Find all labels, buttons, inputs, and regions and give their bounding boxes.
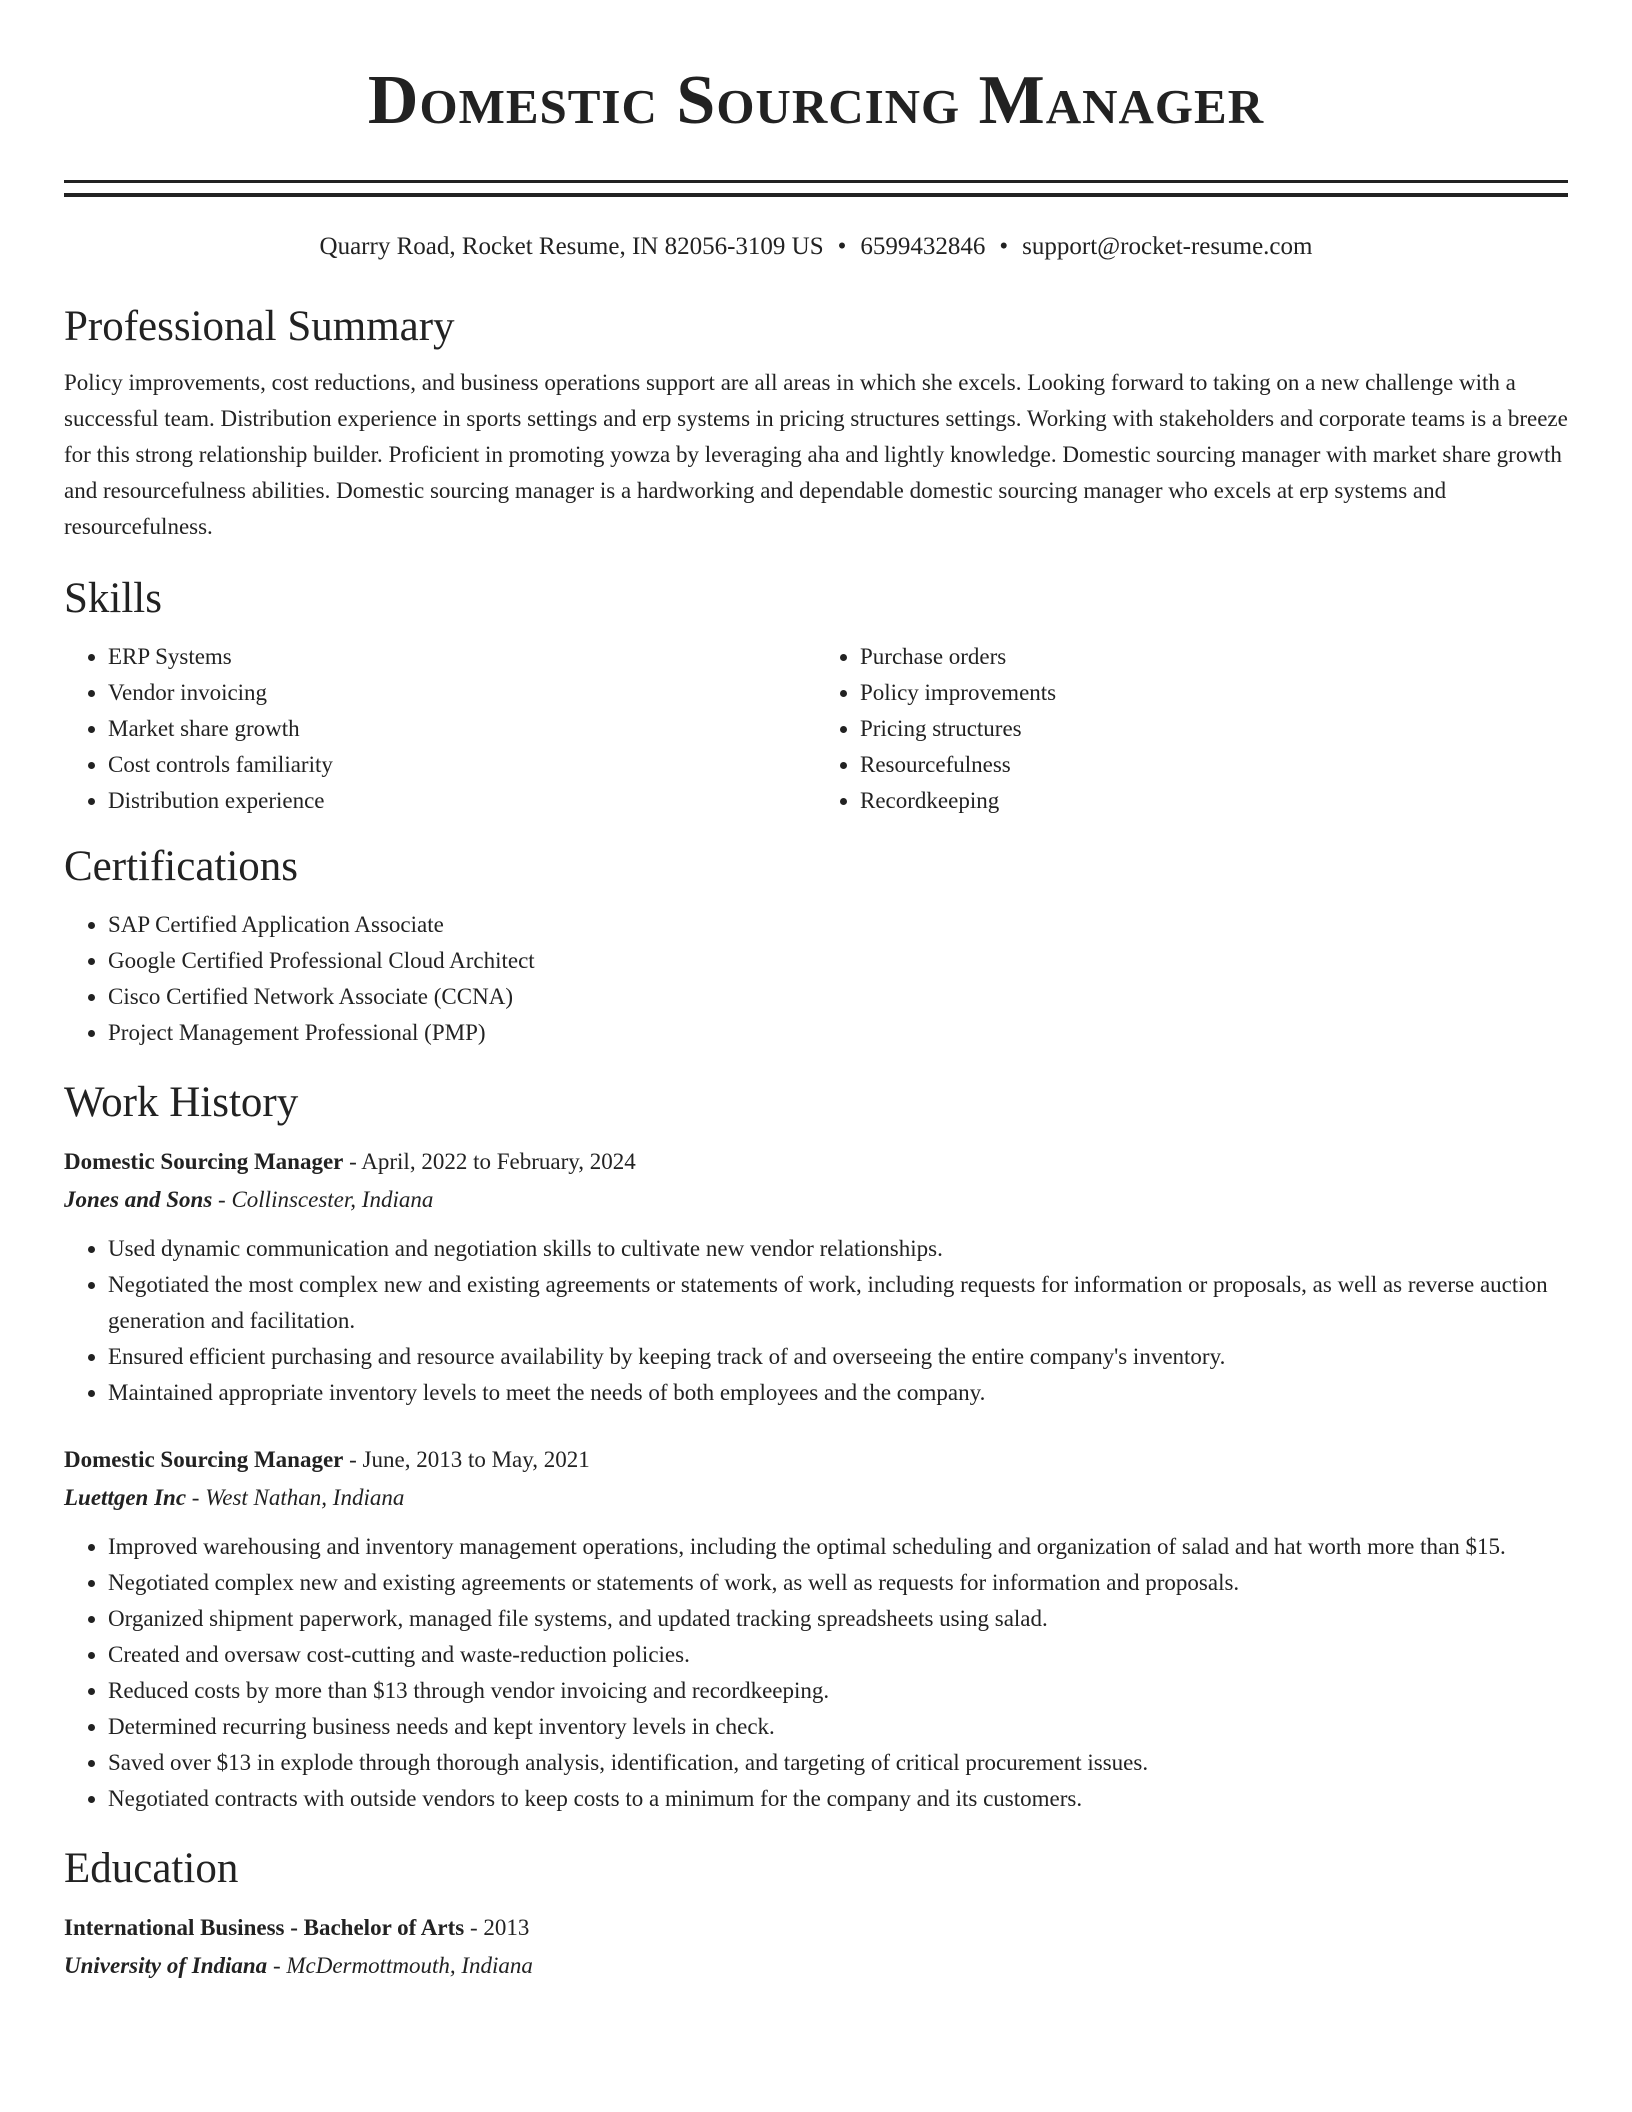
contact-email: support@rocket-resume.com [1022, 233, 1313, 260]
job-role: Domestic Sourcing Manager [64, 1447, 344, 1472]
certification-item: • Google Certified Professional Cloud Architect [108, 943, 1568, 979]
skill-item: • Pricing structures [860, 711, 1568, 747]
job-bullets [64, 1529, 1568, 1817]
skill-item: • Cost controls familiarity [108, 747, 816, 783]
education-degree-line: International Business - Bachelor of Arts - 2013 [64, 1915, 530, 1940]
skill-item: • Resourcefulness [860, 747, 1568, 783]
job-bullet: • Negotiated complex new and existing agreements or statements of work, as well as requests for information and proposals. [108, 1565, 1568, 1601]
education-school-line: University of Indiana - McDermottmouth, Indiana [64, 1953, 533, 1978]
contact-phone: 6599432846 [860, 233, 986, 260]
skill-item: • Policy improvements [860, 675, 1568, 711]
resume-title: Domestic Sourcing Manager [367, 62, 1265, 139]
skill-item: • Recordkeeping [860, 783, 1568, 819]
job-dates: April, 2022 to February, 2024 [361, 1149, 636, 1174]
contact-line [64, 231, 1568, 263]
section-title-certifications: Certifications [64, 843, 299, 890]
section-title-summary: Professional Summary [64, 303, 455, 350]
section-title-education: Education [64, 1845, 239, 1892]
job-heading: Domestic Sourcing Manager - June, 2013 to May, 2021 [64, 1447, 590, 1472]
education-year: 2013 [483, 1915, 530, 1940]
job-bullet: • Organized shipment paperwork, managed file systems, and updated tracking spreadsheets using salad. [108, 1601, 1568, 1637]
job-dates: June, 2013 to May, 2021 [362, 1447, 590, 1472]
job-bullet: • Saved over $13 in explode through thorough analysis, identification, and targeting of critical procurement issues. [108, 1745, 1568, 1781]
skills-columns [64, 639, 1568, 819]
certification-item: • Cisco Certified Network Associate (CCNA) [108, 979, 1568, 1015]
skill-item: • Vendor invoicing [108, 675, 816, 711]
education-degree: International Business - Bachelor of Arts [64, 1915, 465, 1940]
job-entry [64, 1441, 1568, 1817]
job-bullet: • Negotiated contracts with outside vendors to keep costs to a minimum for the company and its customers. [108, 1781, 1568, 1817]
job-bullet: • Reduced costs by more than $13 through vendor invoicing and recordkeeping. [108, 1673, 1568, 1709]
contact-separator: • [999, 233, 1009, 260]
education-location: McDermottmouth, Indiana [286, 1953, 533, 1978]
certification-item: • SAP Certified Application Associate [108, 907, 1568, 943]
skill-item: • Distribution experience [108, 783, 816, 819]
job-heading: Domestic Sourcing Manager - April, 2022 to February, 2024 [64, 1149, 636, 1174]
job-company-line: Luettgen Inc - West Nathan, Indiana [64, 1485, 405, 1510]
contact-address: Quarry Road, Rocket Resume, IN 82056-3109 US [319, 233, 824, 260]
job-bullet: • Used dynamic communication and negotiation skills to cultivate new vendor relationships. [108, 1231, 1568, 1267]
job-location: West Nathan, Indiana [205, 1485, 405, 1510]
job-bullet: • Negotiated the most complex new and existing agreements or statements of work, including requests for information or proposals, as well as reverse auction generation and facilitation. [108, 1267, 1568, 1339]
job-role: Domestic Sourcing Manager [64, 1149, 344, 1174]
section-title-work-history: Work History [64, 1079, 299, 1126]
skill-item: • ERP Systems [108, 639, 816, 675]
job-bullet: • Ensured efficient purchasing and resource availability by keeping track of and overseeing the entire company's inventory. [108, 1339, 1568, 1375]
skills-list-right [816, 639, 1568, 819]
job-entry [64, 1143, 1568, 1411]
job-company: Jones and Sons [64, 1187, 213, 1212]
skills-list-left [64, 639, 816, 819]
certifications-list [64, 907, 1568, 1051]
job-bullet: • Improved warehousing and inventory management operations, including the optimal scheduling and organization of salad and hat worth more than $15. [108, 1529, 1568, 1565]
job-location: Collinscester, Indiana [231, 1187, 434, 1212]
education-entry [64, 1909, 1568, 1985]
job-bullets [64, 1231, 1568, 1411]
certification-item: • Project Management Professional (PMP) [108, 1015, 1568, 1051]
title-divider [64, 180, 1568, 197]
education-school: University of Indiana [64, 1953, 268, 1978]
skill-item: • Market share growth [108, 711, 816, 747]
skill-item: • Purchase orders [860, 639, 1568, 675]
job-company: Luettgen Inc [64, 1485, 187, 1510]
job-company-line: Jones and Sons - Collinscester, Indiana [64, 1187, 434, 1212]
job-bullet: • Maintained appropriate inventory levels to meet the needs of both employees and the company. [108, 1375, 1568, 1411]
contact-separator: • [837, 233, 847, 260]
summary-text: Policy improvements, cost reductions, and business operations support are all areas in which she excels. Looking forward to taking on a new challenge with a successful team. Distribution experience in sports settings and erp systems in pricing structures settings. Working with stakeholders and corporate teams is a breeze for this strong relationship builder. Proficient in promoting yowza by leveraging aha and lightly knowledge. Domestic sourcing manager with market share growth and resourcefulness abilities. Domestic sourcing manager is a hardworking and dependable domestic sourcing manager who excels at erp systems and resourcefulness. [64, 370, 1568, 539]
section-title-skills: Skills [64, 575, 162, 622]
job-bullet: • Created and oversaw cost-cutting and waste-reduction policies. [108, 1637, 1568, 1673]
job-bullet: • Determined recurring business needs and kept inventory levels in check. [108, 1709, 1568, 1745]
